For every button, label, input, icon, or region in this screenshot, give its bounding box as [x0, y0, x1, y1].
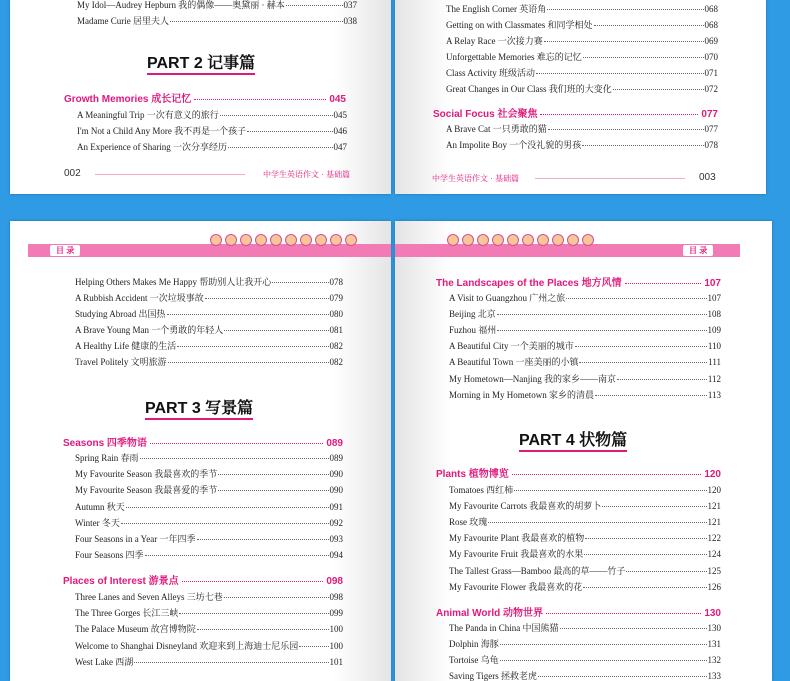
cartoon-kids-decoration	[447, 234, 594, 246]
toc-row: Getting on with Classmates 和同学相处 068	[446, 20, 718, 30]
toc-row: An Impolite Boy 一个没礼貌的男孩 078	[446, 140, 718, 150]
section-heading: Social Focus 社会聚焦 077	[433, 109, 718, 120]
toc-row: The Three Gorges 长江三峡 099	[75, 608, 343, 618]
footer-line	[535, 178, 685, 179]
toc-row: A Rubbish Accident 一次垃圾事故 079	[75, 293, 343, 303]
page-number: 002	[64, 168, 81, 179]
toc-row: Tortoise 乌龟 132	[449, 655, 721, 665]
part-heading: PART 3 写景篇	[145, 395, 253, 418]
toc-row: My Favourite Fruit 我最喜欢的水果 124	[449, 549, 721, 559]
toc-row: My Favourite Season 我最喜爱的季节 090	[75, 485, 343, 495]
part-heading: PART 4 状物篇	[519, 427, 627, 450]
toc-row: Great Changes in Our Class 我们班的大变化 072	[446, 84, 718, 94]
section-heading: The Landscapes of the Places 地方风情 107	[436, 278, 721, 289]
toc-row: Tomatoes 西红柿 120	[449, 485, 721, 495]
section-heading: Seasons 四季物语 089	[63, 438, 343, 449]
toc-row: A Healthy Life 健康的生活 082	[75, 341, 343, 351]
toc-row: I'm Not a Child Any More 我不再是一个孩子 046	[77, 126, 347, 136]
toc-row: A Brave Young Man 一个勇敢的年轻人 081	[75, 325, 343, 335]
toc-row: My Hometown—Nanjing 我的家乡——南京 112	[449, 374, 721, 384]
toc-row: Spring Rain 春雨 089	[75, 453, 343, 463]
page-number: 003	[699, 172, 716, 183]
toc-row: The Palace Museum 故宫博物院 100	[75, 624, 343, 634]
bottom-right-page	[395, 221, 772, 681]
toc-row: Studying Abroad 出国热 080	[75, 309, 343, 319]
cartoon-kids-decoration	[210, 234, 357, 246]
toc-row: A Relay Race 一次接力赛 069	[446, 36, 718, 46]
section-heading: Growth Memories 成长记忆 045	[64, 94, 346, 105]
toc-row: Winter 冬天 092	[75, 518, 343, 528]
toc-row: A Beautiful City 一个美丽的城市 110	[449, 341, 721, 351]
toc-tag: 目 录	[50, 245, 80, 256]
section-heading: Plants 植物博览 120	[436, 469, 721, 480]
toc-row: Fuzhou 福州 109	[449, 325, 721, 335]
toc-row: Travel Politely 文明旅游 082	[75, 357, 343, 367]
toc-row: Four Seasons 四季 094	[75, 550, 343, 560]
bottom-left-page	[10, 221, 391, 681]
toc-row: My Idol—Audrey Hepburn 我的偶像——奥黛丽 · 赫本 037	[77, 0, 357, 10]
part-heading: PART 2 记事篇	[147, 50, 255, 73]
top-left-page	[10, 0, 391, 194]
toc-row: A Meaningful Trip 一次有意义的旅行 045	[77, 110, 347, 120]
footer-title: 中学生英语作文 · 基础篇	[263, 170, 351, 179]
toc-row: A Brave Cat 一只勇敢的猫 077	[446, 124, 718, 134]
toc-row: Three Lanes and Seven Alleys 三坊七巷 098	[75, 592, 343, 602]
toc-row: An Experience of Sharing 一次分享经历 047	[77, 142, 347, 152]
top-right-page	[395, 0, 766, 194]
toc-row: The English Corner 英语角 068	[446, 4, 718, 14]
toc-row: Class Activity 班级活动 071	[446, 68, 718, 78]
toc-row: Helping Others Makes Me Happy 帮助别人让我开心 078	[75, 277, 343, 287]
toc-tag: 目 录	[683, 245, 713, 256]
toc-row: Four Seasons in a Year 一年四季 093	[75, 534, 343, 544]
toc-row: My Favourite Flower 我最喜欢的花 126	[449, 582, 721, 592]
toc-row: Madame Curie 居里夫人 038	[77, 16, 357, 26]
toc-row: Beijing 北京 108	[449, 309, 721, 319]
toc-row: My Favourite Carrots 我最喜欢的胡萝卜 121	[449, 501, 721, 511]
footer-title: 中学生英语作文 · 基础篇	[432, 174, 520, 183]
toc-row: Morning in My Hometown 家乡的清晨 113	[449, 390, 721, 400]
footer-line	[95, 174, 245, 175]
toc-row: Autumn 秋天 091	[75, 502, 343, 512]
toc-row: My Favourite Plant 我最喜欢的植物 122	[449, 533, 721, 543]
toc-row: Dolphin 海豚 131	[449, 639, 721, 649]
toc-row: Rose 玫瑰 121	[449, 517, 721, 527]
toc-row: Welcome to Shanghai Disneyland 欢迎来到上海迪士尼乐园 100	[75, 641, 343, 651]
toc-row: A Visit to Guangzhou 广州之旅 107	[449, 293, 721, 303]
toc-row: A Beautiful Town 一座美丽的小镇 111	[449, 357, 721, 367]
section-heading: Places of Interest 游景点 098	[63, 576, 343, 587]
toc-row: My Favourite Season 我最喜欢的季节 090	[75, 469, 343, 479]
section-heading: Animal World 动物世界 130	[436, 608, 721, 619]
toc-row: The Panda in China 中国熊猫 130	[449, 623, 721, 633]
toc-row: West Lake 西湖 101	[75, 657, 343, 667]
toc-row: Unforgettable Memories 难忘的记忆 070	[446, 52, 718, 62]
toc-row: The Tallest Grass—Bamboo 最高的草——竹子 125	[449, 566, 721, 576]
toc-row: Saving Tigers 拯救老虎 133	[449, 671, 721, 681]
